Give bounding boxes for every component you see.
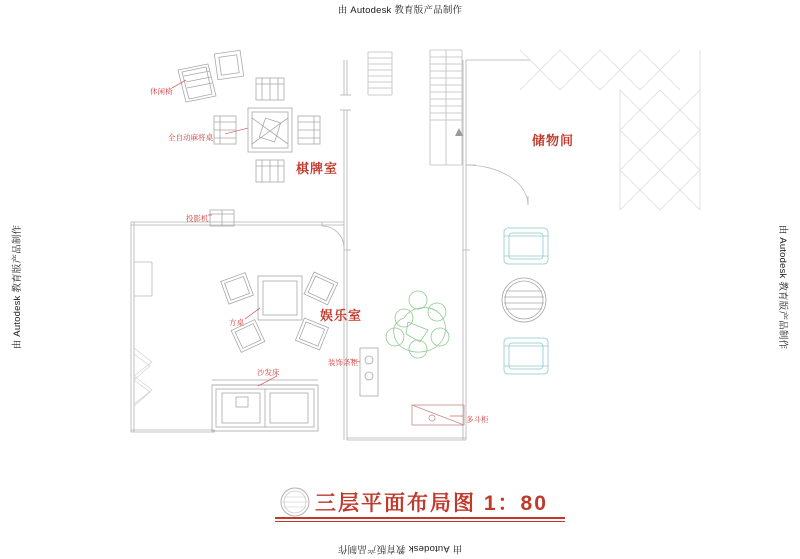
watermark-right-text: 由 Autodesk 教育版产品制作: [777, 224, 788, 350]
annotation-duodougui: 多斗柜: [466, 415, 489, 424]
watermark-bottom-text: 由 Autodesk 教育版产品制作: [337, 543, 463, 554]
title-rule-thin: [275, 521, 565, 522]
watermark-top-text: 由 Autodesk 教育版产品制作: [337, 5, 463, 16]
title-rule-thick: [275, 517, 565, 519]
annotation-zhuangshitiaogui: 装饰条柜: [328, 358, 358, 367]
room-label-yulishi: 娱乐室: [320, 308, 363, 323]
annotation-majiangzhuo: 全自动麻将桌: [168, 133, 213, 142]
annotation-xiuxianyi: 休闲椅: [150, 87, 173, 96]
annotation-fangzhuo: 方桌: [229, 318, 244, 327]
title-seal-icon: [275, 485, 315, 519]
title-block: [275, 487, 575, 527]
room-label-chuwujian: 储物间: [532, 133, 575, 148]
annotation-touyingji: 投影机: [186, 214, 209, 223]
room-label-qipaishi: 棋牌室: [296, 161, 339, 176]
watermark-left-text: 由 Autodesk 教育版产品制作: [12, 224, 23, 350]
annotation-shafachuang: 沙发床: [257, 368, 280, 377]
title-text: 三层平面布局图 1：80: [315, 492, 548, 515]
